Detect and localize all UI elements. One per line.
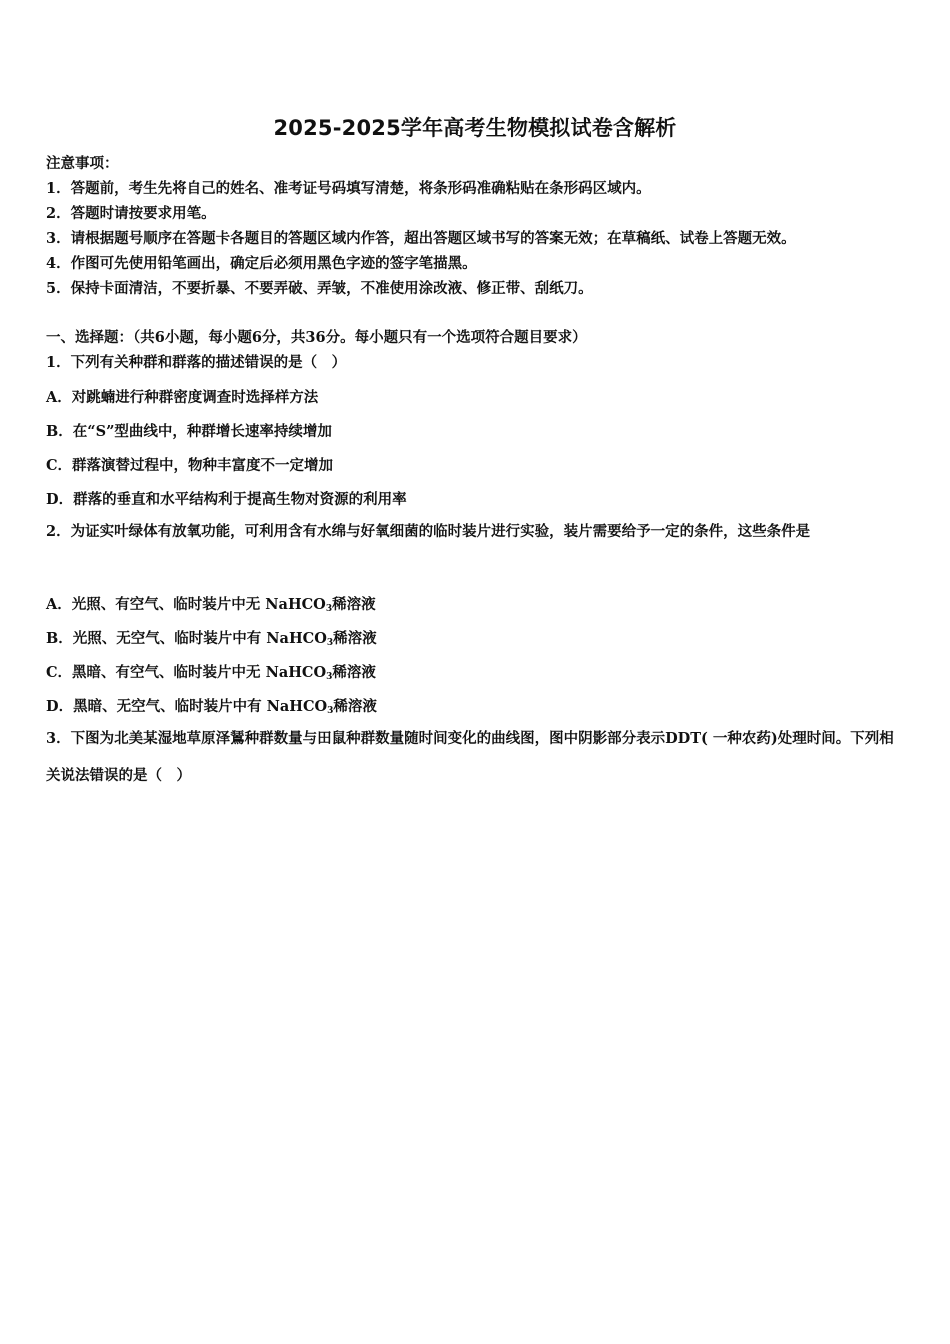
question-1-option-d: D．群落的垂直和水平结构利于提高生物对资源的利用率 — [46, 491, 407, 508]
question-1-option-b: B．在“S”型曲线中，种群增长速率持续增加 — [46, 423, 332, 440]
question-2-option-c: C．黑暗、有空气、临时装片中无 NaHCO$_3$稀溶液 — [46, 664, 376, 682]
question-1-stem: 1．下列有关种群和群落的描述错误的是（ ） — [46, 354, 347, 371]
notice-item-1: 1．答题前，考生先将自己的姓名、准考证号码填写清楚，将条形码准确粘贴在条形码区域内。 — [46, 180, 651, 197]
notice-item-3: 3．请根据题号顺序在答题卡各题目的答题区域内作答，超出答题区域书写的答案无效；在草稿纸、试卷上答题无效。 — [46, 230, 796, 247]
page-title: 2025-2025学年高考生物模拟试卷含解析 — [273, 116, 677, 140]
question-2-option-a: A．光照、有空气、临时装片中无 NaHCO$_3$稀溶液 — [46, 596, 376, 614]
notice-item-4: 4．作图可先使用铅笔画出，确定后必须用黑色字迹的签字笔描黑。 — [46, 255, 477, 272]
question-2-stem: 2．为证实叶绿体有放氧功能，可利用含有水绵与好氧细菌的临时装片进行实验，装片需要给予一定的条件，这些条件是 — [46, 523, 811, 540]
question-3-stem: 3．下图为北美某湿地草原泽鵟种群数量与田鼠种群数量随时间变化的曲线图，图中阴影部分表示DDT( 一种农药)处理时间。下列相关说法错误的是（ ） — [46, 730, 894, 784]
question-2-option-b: B．光照、无空气、临时装片中有 NaHCO$_3$稀溶液 — [46, 630, 377, 648]
notice-item-2: 2．答题时请按要求用笔。 — [46, 205, 216, 222]
section-heading: 一、选择题：（共6小题，每小题6分，共36分。每小题只有一个选项符合题目要求） — [46, 329, 587, 346]
notice-item-5: 5．保持卡面清洁，不要折暴、不要弄破、弄皱，不准使用涂改液、修正带、刮纸刀。 — [46, 280, 593, 297]
notice-heading: 注意事项： — [46, 155, 119, 172]
question-1-option-a: A．对跳蝻进行种群密度调查时选择样方法 — [46, 389, 319, 406]
question-2-option-d: D．黑暗、无空气、临时装片中有 NaHCO$_3$稀溶液 — [46, 698, 377, 716]
question-1-option-c: C．群落演替过程中，物种丰富度不一定增加 — [46, 457, 334, 474]
